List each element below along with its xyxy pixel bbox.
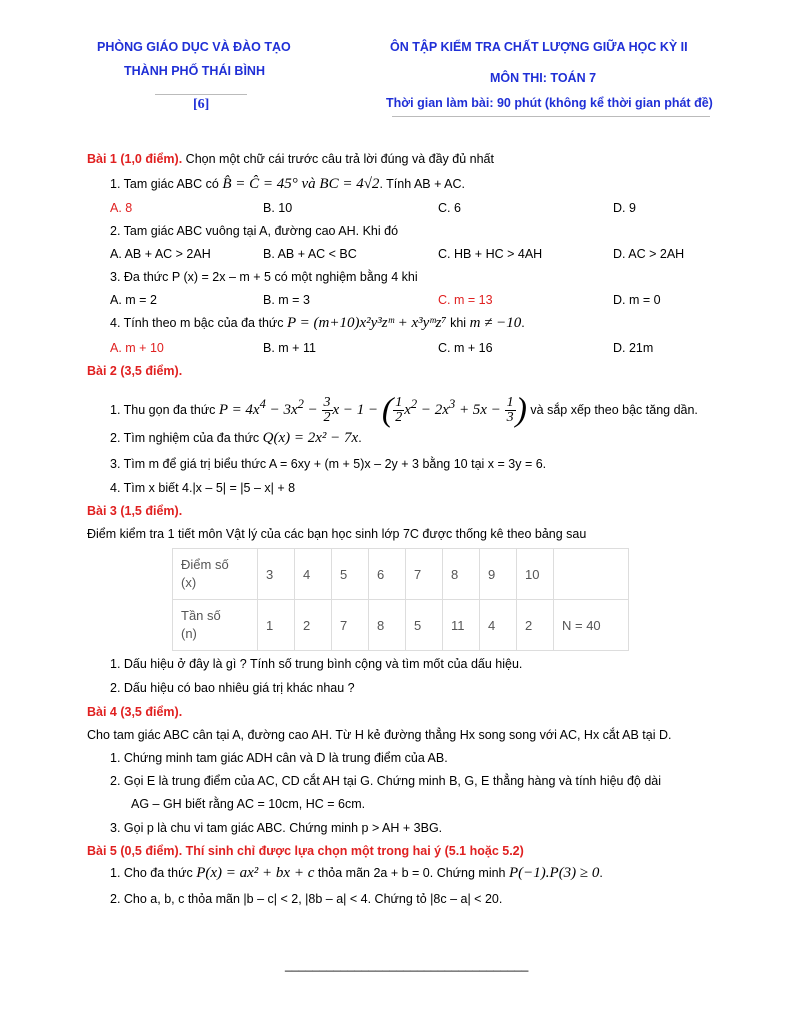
bai2-q4-text: 4. Tìm x biết 4.|x – 5| = |5 – x| + 8 — [110, 481, 296, 495]
bai1-q3-opt-d: D. m = 0 — [613, 293, 661, 307]
bai1-q1-opt-a: A. 8 — [110, 201, 133, 215]
table-cell: 6 — [369, 549, 406, 600]
bai1-q1-math: B̂ = Ĉ = 45° và BC = 4√2 — [222, 176, 380, 192]
bai2-q1-math: $P = 4x^4 - 3x^2$ − $\frac{3}{2}$ x − 1 − ( $\frac{1}{2}$ $x^2 - 2x^3 + 5x$ − $\frac{1}{3}$ ) — [218, 391, 527, 429]
bai1-q4-opt-b: B. m + 11 — [263, 341, 316, 355]
table-cell: 3 — [258, 549, 295, 600]
subject-title: MÔN THI: TOÁN 7 — [490, 71, 597, 85]
bai1-q3-opt-a: A. m = 2 — [110, 293, 157, 307]
frequency-table — [172, 548, 629, 651]
bai5-q1-math: P(x) = ax² + bx + c — [196, 865, 315, 881]
bai4-title: Bài 4 (3,5 điểm). — [87, 705, 183, 719]
table-row — [173, 600, 629, 651]
table-cell: 5 — [332, 549, 369, 600]
bai2-q3-text: 3. Tìm m để giá trị biểu thức A = 6xy + (m + 5)x – 2y + 3 bằng 10 tại x = 3y = 6. — [110, 457, 547, 471]
bai4-intro: Cho tam giác ABC cân tại A, đường cao AH. Từ H kẻ đường thẳng Hx song song với AC, Hx cắt AB tại D. — [87, 728, 672, 742]
bai4-q2-text-b: AG – GH biết rằng AC = 10cm, HC = 6cm. — [131, 797, 366, 811]
bai5-q2-text: 2. Cho a, b, c thỏa mãn |b – c| < 2, |8b – a| < 4. Chứng tỏ |8c – a| < 20. — [110, 892, 503, 906]
bai1-heading — [87, 152, 494, 166]
bai1-q1-opt-c: C. 6 — [438, 201, 461, 215]
table-cell: 10 — [517, 549, 554, 600]
bai1-q4-opt-d: D. 21m — [613, 341, 654, 355]
bai2-q1-text-a: 1. Thu gọn đa thức — [110, 403, 216, 417]
table-cell: 1 — [258, 600, 295, 651]
bai1-q2-opt-b: B. AB + AC < BC — [263, 247, 357, 261]
table-cell: 8 — [369, 600, 406, 651]
bai5-q1-text-a: 1. Cho đa thức — [110, 866, 193, 880]
table-header-frequency: Tần số (n) — [173, 600, 258, 651]
footer-line: ___________________________________ — [285, 958, 529, 972]
city-name: THÀNH PHỐ THÁI BÌNH — [124, 64, 265, 78]
bai1-q2-opt-d: D. AC > 2AH — [613, 247, 685, 261]
bai1-q1-text-a: 1. Tam giác ABC có — [110, 177, 219, 191]
bai2-q1-text-b: và sắp xếp theo bậc tăng dần. — [530, 403, 698, 417]
department-name: PHÒNG GIÁO DỤC VÀ ĐÀO TẠO — [97, 40, 291, 54]
time-limit: Thời gian làm bài: 90 phút (không kể thời gian phát đề) — [386, 96, 713, 110]
table-cell: 7 — [406, 549, 443, 600]
bai1-q3-text: 3. Đa thức P (x) = 2x – m + 5 có một nghiệm bằng 4 khi — [110, 270, 418, 284]
bai2-q2: 2. Tìm nghiệm của đa thức Q(x) = 2x² − 7x. — [110, 430, 362, 446]
table-header-score: Điểm số (x) — [173, 549, 258, 600]
header-divider-right — [392, 116, 710, 117]
bai2-q1 — [110, 383, 698, 429]
table-cell: 5 — [406, 600, 443, 651]
bai1-q2-opt-a: A. AB + AC > 2AH — [110, 247, 211, 261]
exam-title: ÔN TẬP KIỂM TRA CHẤT LƯỢNG GIỮA HỌC KỲ II — [390, 40, 688, 54]
bai1-q1-text-b: . Tính AB + AC. — [379, 177, 466, 191]
table-cell: 7 — [332, 600, 369, 651]
bai1-q4: 4. Tính theo m bậc của đa thức P = (m+10)x²y³zᵐ + x³yᵐz⁷ khi m ≠ −10. — [110, 315, 525, 331]
table-cell-total: N = 40 — [554, 600, 629, 651]
table-cell: 9 — [480, 549, 517, 600]
bai5-q1-text-b: thỏa mãn 2a + b = 0. Chứng minh — [317, 866, 506, 880]
bai1-q4-opt-c: C. m + 16 — [438, 341, 493, 355]
exam-code: [6] — [193, 97, 210, 112]
table-cell: 2 — [517, 600, 554, 651]
bai4-q1-text: 1. Chứng minh tam giác ADH cân và D là trung điểm của AB. — [110, 751, 448, 765]
bai1-q4-text-b: khi — [450, 316, 467, 330]
bai1-intro: Chọn một chữ cái trước câu trả lời đúng và đầy đủ nhất — [185, 152, 494, 166]
bai5-title: Bài 5 (0,5 điểm). Thí sinh chỉ được lựa chọn một trong hai ý (5.1 hoặc 5.2) — [87, 844, 524, 858]
bai5-q1: 1. Cho đa thức P(x) = ax² + bx + c thỏa mãn 2a + b = 0. Chứng minh P(−1).P(3) ≥ 0. — [110, 865, 603, 881]
bai1-q4-opt-a: A. m + 10 — [110, 341, 164, 355]
bai1-q1-opt-b: B. 10 — [263, 201, 293, 215]
bai1-q3-opt-c: C. m = 13 — [438, 293, 493, 307]
bai1-title: Bài 1 (1,0 điểm). — [87, 152, 183, 166]
bai2-q2-text-a: 2. Tìm nghiệm của đa thức — [110, 431, 260, 445]
table-row — [173, 549, 629, 600]
bai4-q2-text-a: 2. Gọi E là trung điểm của AC, CD cắt AH tại G. Chứng minh B, G, E thẳng hàng và tính hiệu độ dài — [110, 774, 662, 788]
bai3-title: Bài 3 (1,5 điểm). — [87, 504, 183, 518]
bai1-q3-opt-b: B. m = 3 — [263, 293, 310, 307]
bai1-q2-opt-c: C. HB + HC > 4AH — [438, 247, 543, 261]
bai2-title: Bài 2 (3,5 điểm). — [87, 364, 183, 378]
bai1-q4-math: P = (m+10)x²y³zᵐ + x³yᵐz⁷ — [287, 315, 447, 331]
table-cell: 4 — [480, 600, 517, 651]
bai1-q4-cond: m ≠ −10 — [469, 315, 522, 331]
table-cell: 4 — [295, 549, 332, 600]
table-cell: 11 — [443, 600, 480, 651]
bai1-q4-text-a: 4. Tính theo m bậc của đa thức — [110, 316, 284, 330]
bai1-q1 — [110, 176, 465, 193]
bai4-q3-text: 3. Gọi p là chu vi tam giác ABC. Chứng minh p > AH + 3BG. — [110, 821, 443, 835]
bai1-q1-opt-d: D. 9 — [613, 201, 636, 215]
table-cell: 2 — [295, 600, 332, 651]
header-divider-left — [155, 94, 247, 95]
bai2-q2-math: Q(x) = 2x² − 7x — [262, 430, 359, 446]
bai5-q1-math2: P(−1).P(3) ≥ 0 — [509, 865, 600, 881]
table-cell-empty — [554, 549, 629, 600]
table-cell: 8 — [443, 549, 480, 600]
bai3-intro: Điểm kiểm tra 1 tiết môn Vật lý của các bạn học sinh lớp 7C được thống kê theo bảng sau — [87, 527, 587, 541]
bai3-q2-text: 2. Dấu hiệu có bao nhiêu giá trị khác nhau ? — [110, 681, 355, 695]
bai3-q1-text: 1. Dấu hiệu ở đây là gì ? Tính số trung bình cộng và tìm mốt của dấu hiệu. — [110, 657, 523, 671]
bai1-q2-text: 2. Tam giác ABC vuông tại A, đường cao AH. Khi đó — [110, 224, 399, 238]
